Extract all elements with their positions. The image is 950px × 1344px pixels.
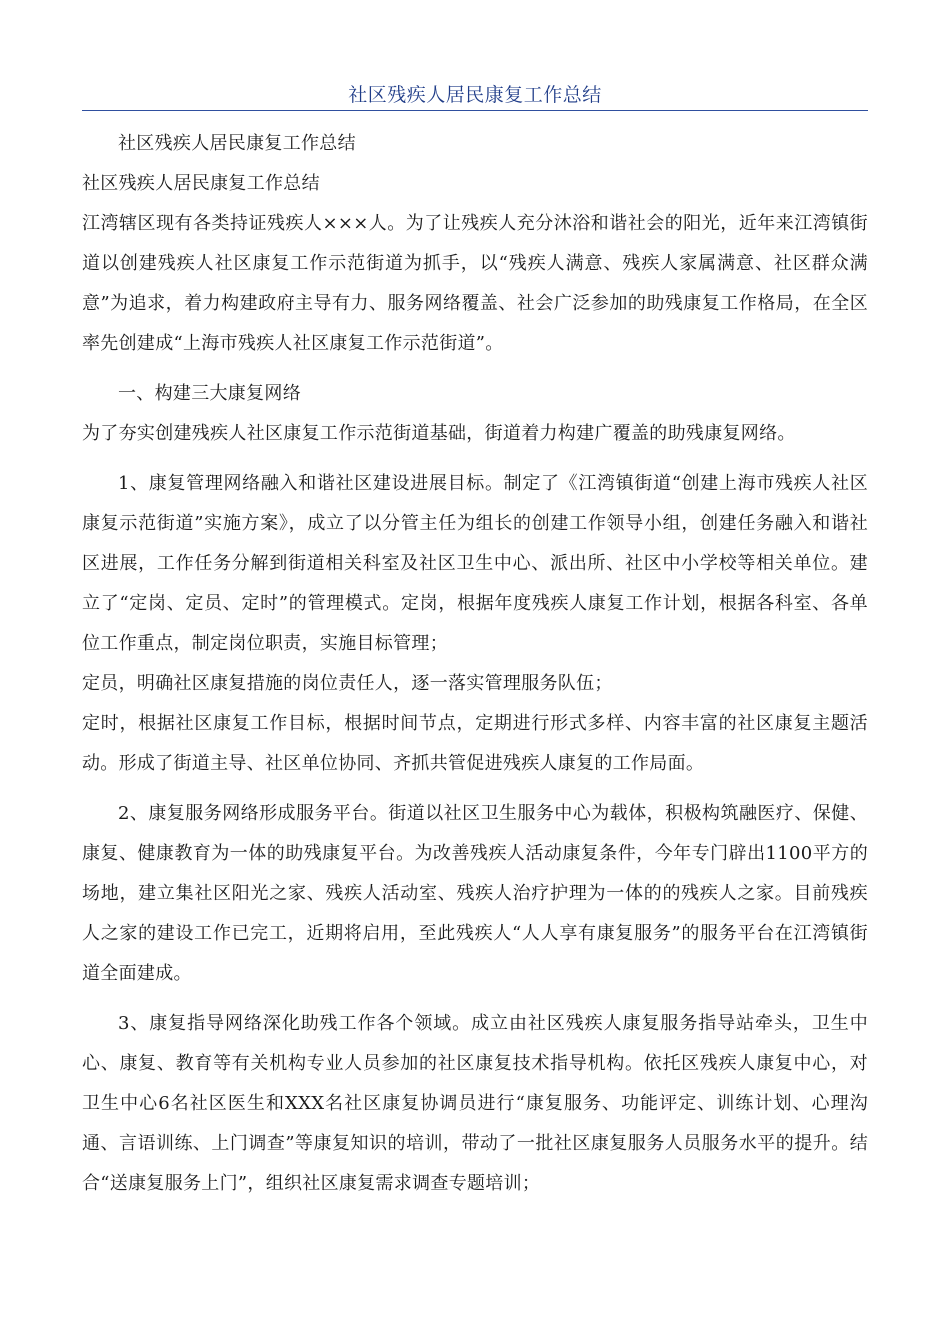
document-body xyxy=(82,124,868,1204)
item-1-paragraph: 1、康复管理网络融入和谐社区建设进展目标。制定了《江湾镇街道“创建上海市残疾人社区康复示范街道”实施方案》，成立了以分管主任为组长的创建工作领导小组，创建任务融入和谐社区进展，工作任务分解到街道相关科室及社区卫生中心、派出所、社区中小学校等相关单位。建立了“定岗、定员、定时”的管理模式。定岗，根据年度残疾人康复工作计划，根据各科室、各单位工作重点，制定岗位职责，实施目标管理； xyxy=(82,473,868,654)
intro-paragraph: 江湾辖区现有各类持证残疾人×××人。为了让残疾人充分沐浴和谐社会的阳光，近年来江湾镇街道以创建残疾人社区康复工作示范街道为抓手，以“残疾人满意、残疾人家属满意、社区群众满意”为追求，着力构建政府主导有力、服务网络覆盖、社会广泛参加的助残康复工作格局，在全区率先创建成“上海市残疾人社区康复工作示范街道”。 xyxy=(82,213,868,354)
item-1-timing-paragraph: 定时，根据社区康复工作目标，根据时间节点，定期进行形式多样、内容丰富的社区康复主题活动。形成了街道主导、社区单位协同、齐抓共管促进残疾人康复的工作局面。 xyxy=(82,713,868,774)
section-heading-1: 一、构建三大康复网络 xyxy=(118,383,301,404)
item-2-paragraph: 2、康复服务网络形成服务平台。街道以社区卫生服务中心为载体，积极构筑融医疗、保健、康复、健康教育为一体的助残康复平台。为改善残疾人活动康复条件，今年专门辟出1100平方的场地，建立集社区阳光之家、残疾人活动室、残疾人治疗护理为一体的的残疾人之家。目前残疾人之家的建设工作已完工，近期将启用，至此残疾人“人人享有康复服务”的服务平台在江湾镇街道全面建成。 xyxy=(82,803,868,984)
section-intro-paragraph: 为了夯实创建残疾人社区康复工作示范街道基础，街道着力构建广覆盖的助残康复网络。 xyxy=(82,423,796,444)
doc-subtitle: 社区残疾人居民康复工作总结 xyxy=(82,173,320,194)
item-1-staffing-paragraph: 定员，明确社区康复措施的岗位责任人，逐一落实管理服务队伍； xyxy=(82,673,613,694)
page-header-title: 社区残疾人居民康复工作总结 xyxy=(348,84,602,106)
doc-title-repeat: 社区残疾人居民康复工作总结 xyxy=(118,133,356,154)
header-divider xyxy=(82,110,868,111)
item-3-paragraph: 3、康复指导网络深化助残工作各个领域。成立由社区残疾人康复服务指导站牵头，卫生中心、康复、教育等有关机构专业人员参加的社区康复技术指导机构。依托区残疾人康复中心，对卫生中心6名社区医生和XXX名社区康复协调员进行“康复服务、功能评定、训练计划、心理沟通、言语训练、上门调查”等康复知识的培训，带动了一批社区康复服务人员服务水平的提升。结合“送康复服务上门”，组织社区康复需求调查专题培训； xyxy=(82,1013,868,1194)
